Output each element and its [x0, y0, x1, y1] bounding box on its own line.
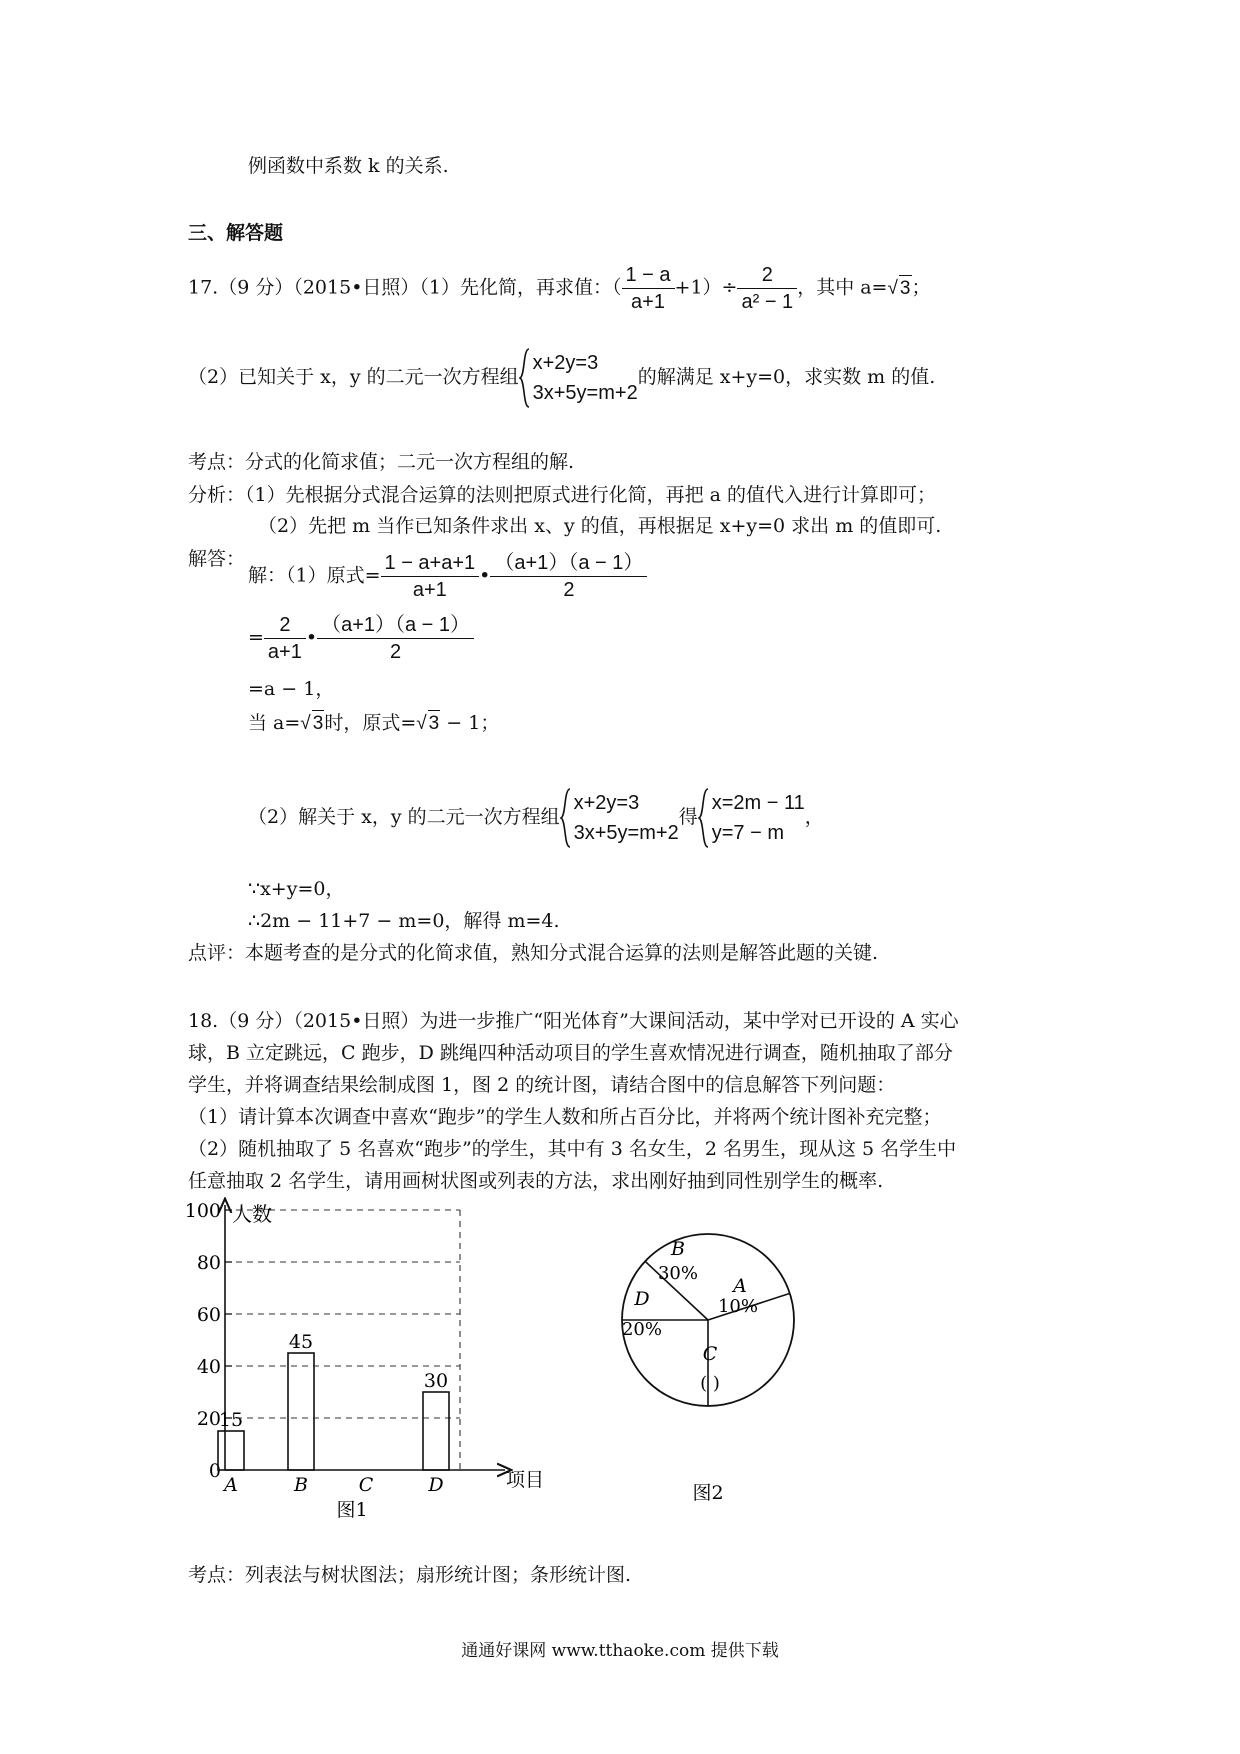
- sol-l1-frac2: [490, 550, 647, 603]
- pie-slice-value-A: 10%: [717, 1296, 759, 1317]
- sol-l4-end: − 1；: [440, 712, 500, 734]
- q17-frac1: [622, 262, 675, 315]
- bar-chart-title: 图1: [336, 1499, 368, 1521]
- because-line: ∵x+y=0，: [248, 878, 345, 900]
- pie-slice-label-B: B: [671, 1238, 685, 1260]
- q17-dianping: 点评：本题考查的是分式的化简求值，熟知分式混合运算的法则是解答此题的关键.: [188, 942, 879, 964]
- q17-part2-prefix: （2）已知关于 x，y 的二元一次方程组: [188, 366, 519, 388]
- sol-line4: [248, 710, 499, 737]
- q17-frac1-num: 1 − a: [622, 262, 675, 289]
- q17-frac2: [737, 262, 797, 315]
- sol-line2: [248, 612, 474, 665]
- q17-fenxi-1: 分析：（1）先根据分式混合运算的法则把原式进行化简，再把 a 的值代入进行计算即可；: [188, 484, 936, 506]
- q18-line3: 学生，并将调查结果绘制成图 1，图 2 的统计图，请结合图中的信息解答下列问题：: [188, 1074, 896, 1096]
- sol-l4-radicand1: 3: [312, 710, 325, 737]
- bar-A: [218, 1431, 244, 1470]
- sol-part2: [248, 788, 824, 848]
- q17-sqrt: [887, 275, 911, 302]
- sol-p2-prefix: （2）解关于 x，y 的二元一次方程组: [248, 806, 560, 828]
- page-footer: 通通好课网 www.tthaoke.com 提供下载: [461, 1641, 779, 1661]
- bar-value-label: 45: [288, 1331, 314, 1353]
- q17-frac1-den: a+1: [631, 291, 665, 313]
- sol-line3: =a − 1，: [248, 678, 335, 700]
- pie-slice-value-B: 30%: [657, 1263, 699, 1284]
- q17-part2: [188, 348, 935, 408]
- q17-eq2: 3x+5y=m+2: [532, 382, 638, 404]
- q17-frac2-num: 2: [737, 262, 797, 289]
- therefore-line: ∴2m − 11+7 − m=0，解得 m=4.: [248, 910, 560, 932]
- sol-y: y=7 − m: [711, 822, 784, 844]
- sol-p2-de: 得: [678, 806, 698, 828]
- q17-prefix: 17.（9 分）（2015•日照）（1）先化简，再求值：（: [188, 276, 622, 299]
- brace-icon: [519, 348, 531, 408]
- sol-l4-radicand2: 3: [428, 710, 441, 737]
- pie-labels: [622, 1238, 758, 1394]
- q17-jieda-label: 解答：: [188, 548, 246, 570]
- sol-l4-sqrt1: [300, 710, 324, 737]
- pie-slice-label-C: C: [702, 1343, 718, 1365]
- sol-l2-num1: 2: [264, 612, 306, 639]
- category-label: C: [358, 1474, 374, 1496]
- sol-result-system: [698, 788, 805, 848]
- pie-chart-title: 图2: [692, 1482, 724, 1504]
- q18-line2: 球，B 立定跳远，C 跑步，D 跳绳四种活动项目的学生喜欢情况进行调查，随机抽取了部分: [188, 1042, 953, 1064]
- pie-slice-value-D: 20%: [621, 1319, 663, 1340]
- intro-line: 例函数中系数 k 的关系.: [248, 155, 449, 177]
- pie-slice-label-A: A: [733, 1275, 747, 1297]
- q18-line1: 18.（9 分）（2015•日照）为进一步推广“阳光体育”大课间活动，某中学对已开设的 A 实心: [188, 1010, 959, 1032]
- pie-slice-label-D: D: [634, 1288, 650, 1310]
- sol-l1-dot: •: [479, 564, 491, 587]
- bar-chart: [180, 1195, 580, 1525]
- q18-kaodian: 考点：列表法与树状图法；扇形统计图；条形统计图.: [188, 1564, 632, 1586]
- category-label: A: [224, 1474, 238, 1496]
- sol-l2-num2: （a+1）（a − 1）: [317, 612, 474, 639]
- pie-chart: [600, 1215, 820, 1515]
- q17-after-frac1: +1）÷: [674, 276, 738, 299]
- sol-l2-frac2: [317, 612, 474, 665]
- sol-l4-mid: 时，原式=: [324, 712, 417, 734]
- q17-fenxi-2: （2）先把 m 当作已知条件求出 x、y 的值，再根据足 x+y=0 求出 m 的值即可.: [258, 515, 942, 537]
- q17-kaodian: 考点：分式的化简求值；二元一次方程组的解.: [188, 451, 575, 473]
- sol-l2-dot: •: [305, 626, 318, 649]
- sol-l2-den2: 2: [390, 641, 402, 663]
- sol-eq2: 3x+5y=m+2: [573, 822, 679, 844]
- q17-system: [519, 348, 638, 408]
- pie-slice-value-C: ( ): [700, 1373, 720, 1394]
- bar-value-label: 15: [218, 1409, 244, 1431]
- y-tick-label: 60: [196, 1304, 221, 1326]
- q17-frac2-den: a² − 1: [741, 291, 794, 313]
- category-label: D: [428, 1474, 444, 1496]
- q17-radicand: 3: [899, 275, 912, 302]
- sol-l1-den1: a+1: [412, 579, 447, 601]
- sol-x: x=2m − 11: [711, 792, 805, 814]
- y-tick-label: 100: [184, 1200, 221, 1222]
- y-tick-label: 0: [208, 1460, 221, 1482]
- brace-icon: [698, 788, 710, 848]
- bars: [218, 1331, 449, 1496]
- sol-line1: [248, 550, 647, 603]
- q18-line5: （2）随机抽取了 5 名喜欢“跑步”的学生，其中有 3 名女生，2 名男生，现从这 5 名学生中: [188, 1138, 957, 1160]
- q17-eq1: x+2y=3: [532, 352, 599, 374]
- sol-l1-prefix: 解：（1）原式=: [248, 564, 381, 587]
- bar-D: [423, 1392, 449, 1470]
- sol-p2-end: ，: [804, 806, 824, 828]
- y-tick-label: 40: [196, 1356, 221, 1378]
- sol-l2-frac1: [264, 612, 306, 665]
- sol-l4-sqrt2: [416, 710, 440, 737]
- y-axis-label: 人数: [232, 1202, 272, 1226]
- sol-eq1: x+2y=3: [573, 792, 640, 814]
- section-title: 三、解答题: [188, 222, 284, 244]
- sol-l1-frac1: [381, 550, 480, 603]
- sol-l1-num2: （a+1）（a − 1）: [490, 550, 647, 577]
- bar-value-label: 30: [423, 1370, 449, 1392]
- y-tick-label: 80: [196, 1252, 221, 1274]
- q18-line4: （1）请计算本次调查中喜欢“跑步”的学生人数和所占百分比，并将两个统计图补充完整；: [188, 1106, 942, 1128]
- q18-line6: 任意抽取 2 名学生，请用画树状图或列表的方法，求出刚好抽到同性别学生的概率.: [188, 1170, 884, 1192]
- q17-where: ，其中 a=: [797, 276, 888, 299]
- sol-l4-prefix: 当 a=: [248, 712, 301, 734]
- brace-icon: [560, 788, 572, 848]
- sol-l1-den2: 2: [563, 579, 575, 601]
- q17-end: ；: [911, 276, 931, 299]
- category-label: B: [294, 1474, 308, 1496]
- sol-system: [560, 788, 679, 848]
- y-tick-label: 20: [196, 1408, 221, 1430]
- x-axis-label: 项目: [506, 1469, 545, 1491]
- q17-part2-suffix: 的解满足 x+y=0，求实数 m 的值.: [637, 366, 936, 388]
- grid-lines: [225, 1210, 460, 1470]
- q17-line1: [188, 262, 931, 315]
- sol-l2-prefix: =: [248, 626, 264, 649]
- bar-B: [288, 1353, 314, 1470]
- sol-l1-num1: 1 − a+a+1: [381, 550, 480, 577]
- sol-l2-den1: a+1: [267, 641, 302, 663]
